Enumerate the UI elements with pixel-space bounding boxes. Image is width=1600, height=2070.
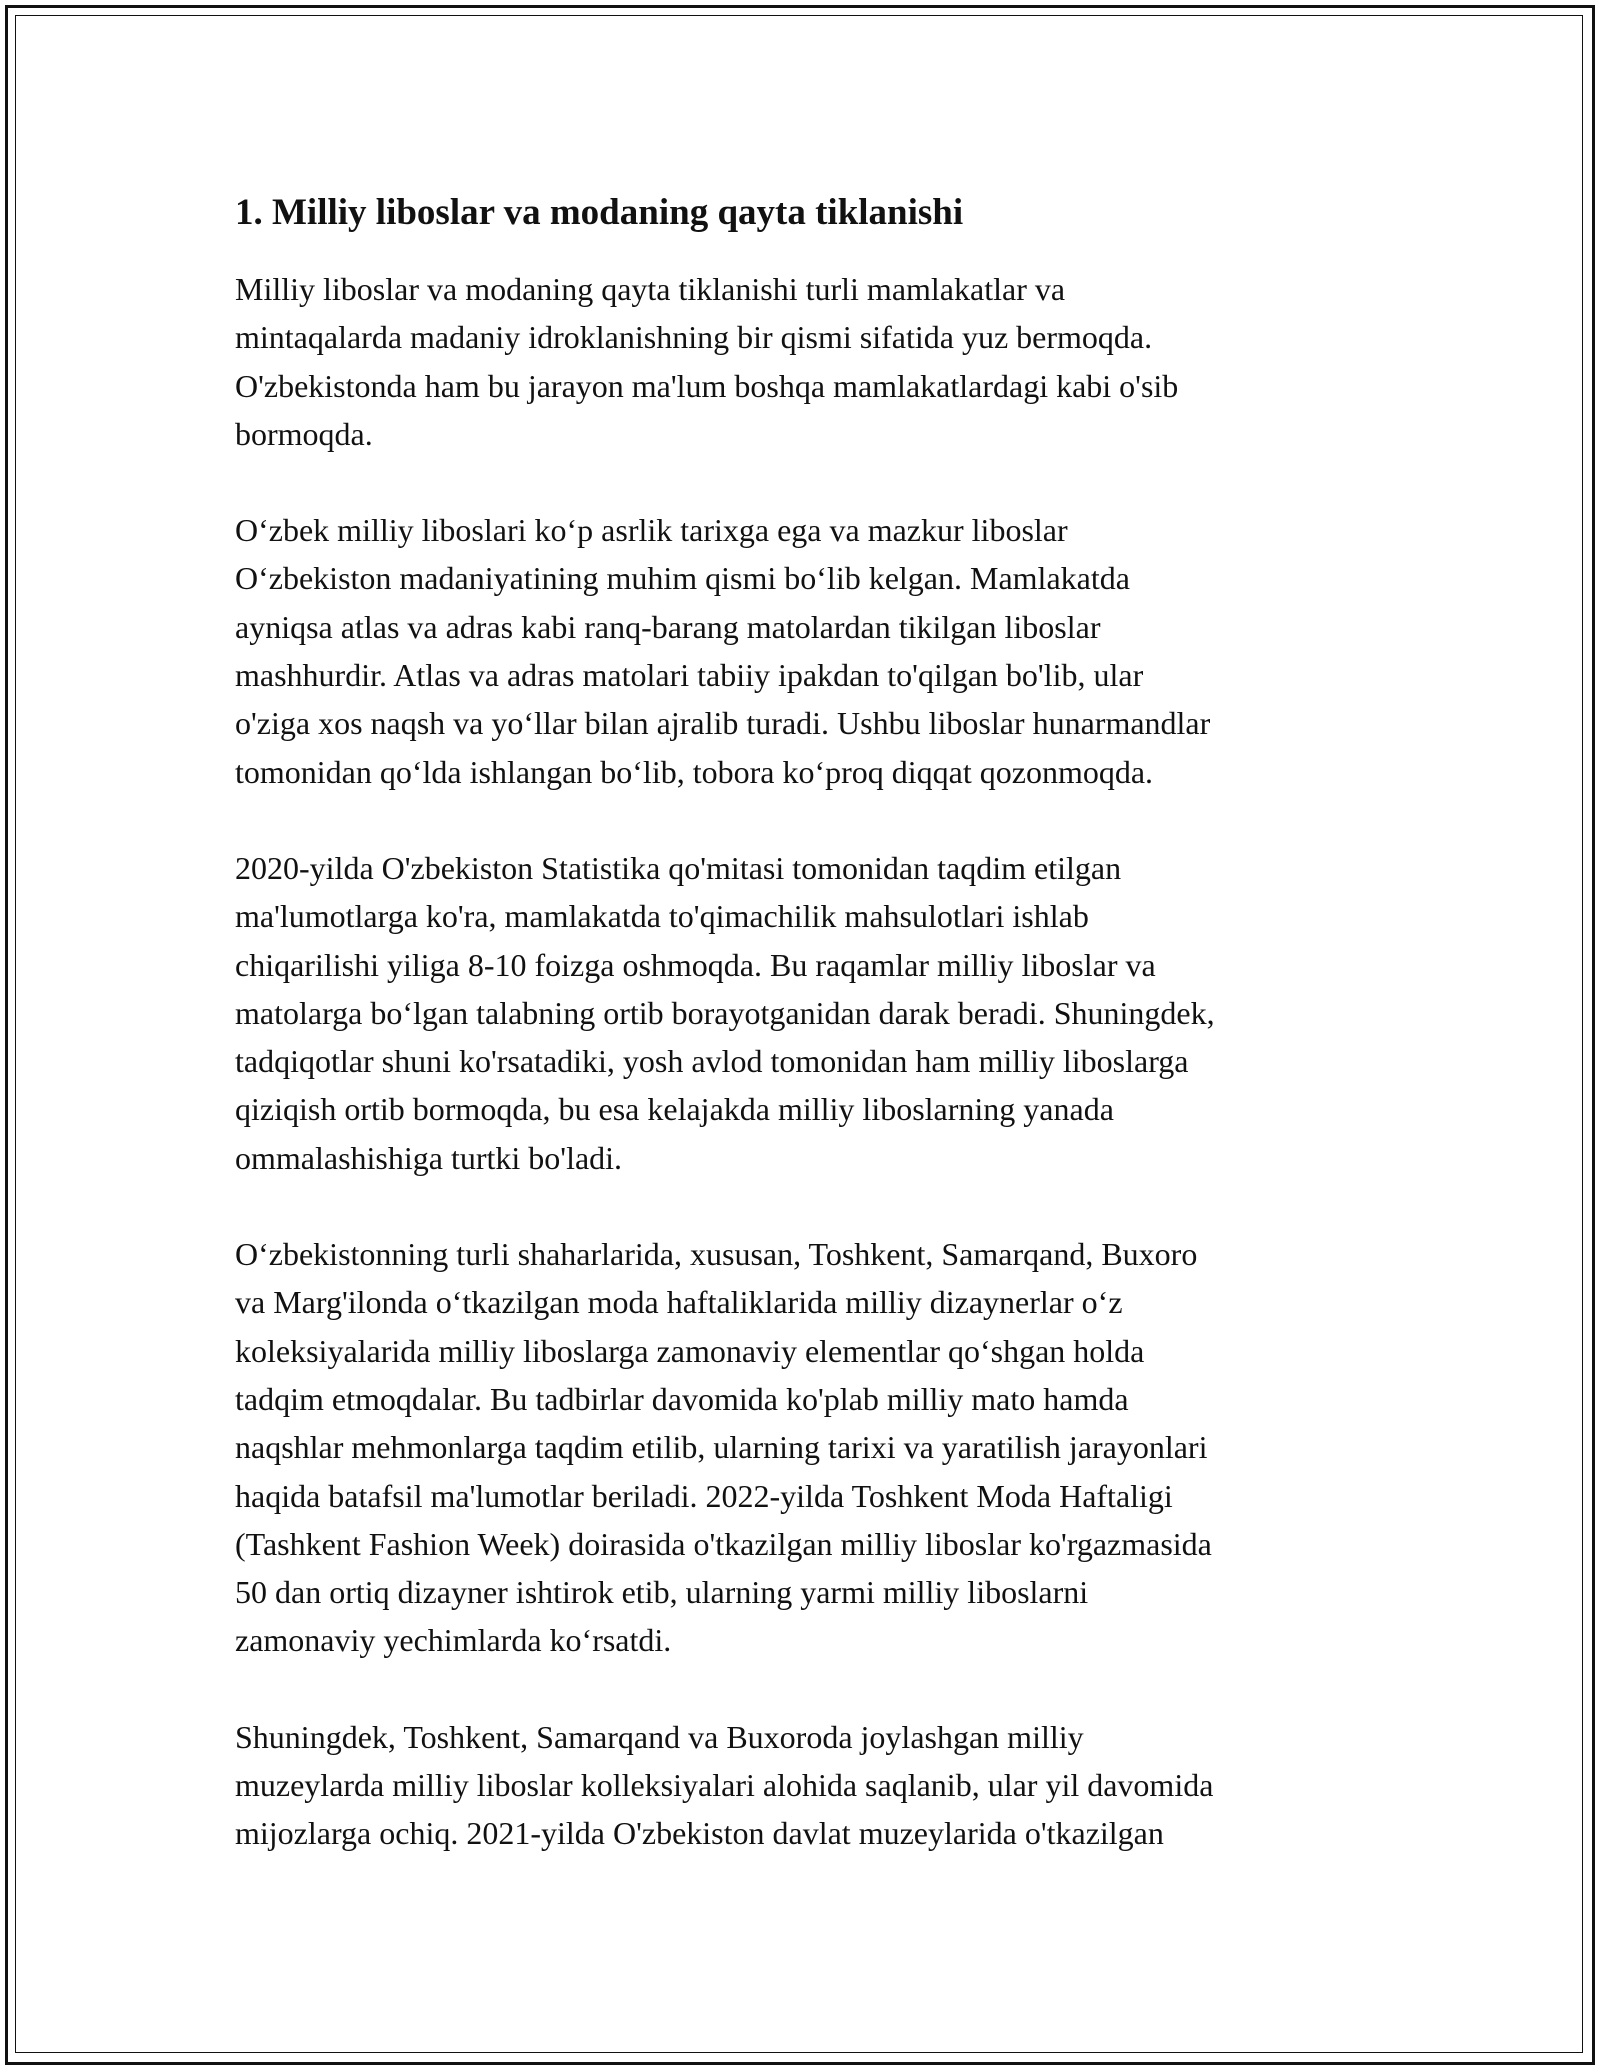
paragraph-4: O‘zbekistonning turli shaharlarida, xususan, Toshkent, Samarqand, Buxoro va Marg'ilonda o‘tkazilgan moda haftaliklarida milliy dizaynerlar o‘z koleksiyalarida milliy liboslarga zamonaviy elementlar qo‘shgan holda tadqim etmoqdalar. Bu tadbirlar davomida ko'plab milliy mato hamda naqshlar mehmonlarga taqdim etilib, ularning tarixi va yaratilish jarayonlari haqida batafsil ma'lumotlar beriladi. 2022-yilda Toshkent Moda Haftaligi (Tashkent Fashion Week) doirasida o'tkazilgan milliy liboslar ko'rgazmasida 50 dan ortiq dizayner ishtirok etib, ularning yarmi milliy liboslarni zamonaviy yechimlarda ko‘rsatdi. — [235, 1236, 1212, 1659]
paragraph-3: 2020-yilda O'zbekiston Statistika qo'mitasi tomonidan taqdim etilgan ma'lumotlarga ko'ra, mamlakatda to'qimachilik mahsulotlari ishlab chiqarilishi yiliga 8-10 foizga oshmoqda. Bu raqamlar milliy liboslar va matolarga bo‘lgan talabning ortib borayotganidan darak beradi. Shuningdek, tadqiqotlar shuni ko'rsatadiki, yosh avlod tomonidan ham milliy liboslarga qiziqish ortib bormoqda, bu esa kelajakda milliy liboslarning yanada ommalashishiga turtki bo'ladi. — [235, 849, 1215, 1176]
paragraph-2: O‘zbek milliy liboslari ko‘p asrlik tarixga ega va mazkur liboslar O‘zbekiston madaniyatining muhim qismi bo‘lib kelgan. Mamlakatda ayniqsa atlas va adras kabi ranq-barang matolardan tikilgan liboslar mashhurdir. Atlas va adras matolari tabiiy ipakdan to'qilgan bo'lib, ular o'ziga xos naqsh va yo‘llar bilan ajralib turadi. Ushbu liboslar hunarmandlar tomonidan qo‘lda ishlangan bo‘lib, tobora ko‘proq diqqat qozonmoqda. — [235, 512, 1211, 790]
paragraph-5: Shuningdek, Toshkent, Samarqand va Buxoroda joylashgan milliy muzeylarda milliy liboslar kolleksiyalari alohida saqlanib, ular yil davomida mijozlarga ochiq. 2021-yilda O'zbekiston davlat muzeylarida o'tkazilgan — [235, 1718, 1214, 1852]
document-body — [235, 185, 1375, 1906]
paragraph-1: Milliy liboslar va modaning qayta tiklanishi turli mamlakatlar va mintaqalarda madaniy idroklanishning bir qismi sifatida yuz bermoqda. O'zbekistonda ham bu jarayon ma'lum boshqa mamlakatlardagi kabi o'sib bormoqda. — [235, 271, 1179, 452]
section-title: 1. Milliy liboslar va modaning qayta tiklanishi — [235, 192, 964, 233]
